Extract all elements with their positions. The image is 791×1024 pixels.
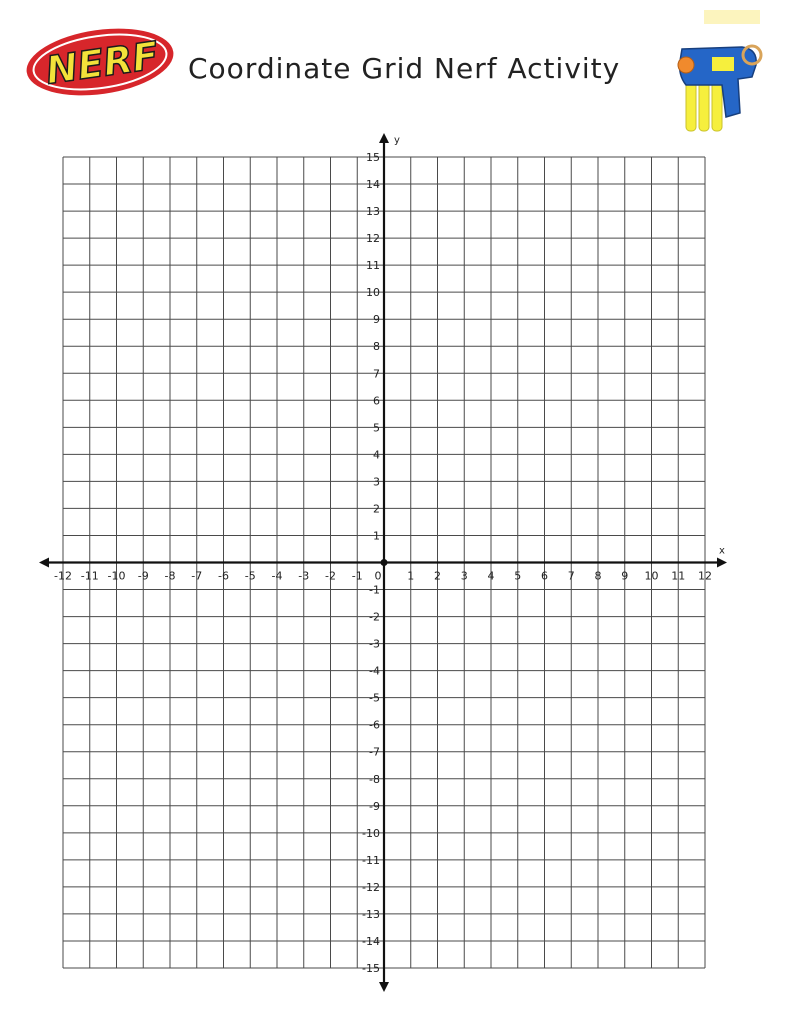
origin-dot [381,559,388,566]
y-tick-label: -15 [362,962,380,975]
y-tick-label: 7 [373,367,380,381]
y-tick-label: -13 [362,907,380,921]
y-tick-label: 11 [366,259,380,273]
x-tick-label: 4 [487,569,495,583]
y-tick-label: -12 [362,880,380,894]
x-tick-label: -11 [80,569,99,583]
x-tick-label: -8 [164,569,176,583]
x-tick-label: -1 [351,569,363,583]
y-tick-label: 5 [373,421,380,435]
y-tick-label: -7 [369,745,380,759]
y-tick-label: -9 [369,799,380,813]
x-tick-label: -10 [107,569,126,583]
x-tick-label: -6 [218,569,229,583]
y-tick-label: 3 [373,475,380,489]
y-tick-label: 6 [373,394,380,408]
x-tick-label: -4 [271,569,283,583]
x-tick-label: 7 [567,569,575,583]
y-tick-label: -1 [369,583,380,597]
y-tick-label: 2 [373,502,380,516]
x-axis-arrow-left [39,558,49,568]
y-tick-label: -6 [369,718,380,732]
y-tick-label: 14 [366,178,380,192]
x-tick-label: 9 [621,569,629,583]
y-tick-label: 4 [373,448,380,462]
x-tick-label: 6 [541,569,548,583]
x-tick-label: 12 [698,569,712,583]
y-tick-label: 15 [366,151,380,164]
y-tick-label: -10 [362,826,380,840]
x-tick-label: -12 [54,569,72,583]
y-tick-label: -14 [362,934,380,948]
page-title: Coordinate Grid Nerf Activity [188,52,621,85]
y-axis-arrow-up [379,133,389,143]
y-tick-label: -11 [362,853,380,867]
x-axis-label: x [719,545,725,557]
x-tick-label: -7 [191,569,203,583]
y-tick-label: 8 [373,340,380,354]
x-tick-label: 1 [407,569,415,583]
logo-text: NERF [43,33,162,93]
y-tick-label: -4 [369,664,380,678]
y-tick-label: -5 [369,691,380,705]
y-tick-label: -2 [369,610,380,624]
x-tick-label: 10 [644,569,659,583]
x-tick-label: -3 [298,569,310,583]
x-tick-label: 2 [434,569,441,583]
x-tick-label: 0 [374,569,382,583]
x-tick-label: 8 [594,569,602,583]
y-tick-label: 13 [366,205,380,219]
y-tick-label: 9 [373,313,380,327]
x-tick-label: -5 [244,569,256,583]
x-tick-label: -9 [137,569,149,583]
x-tick-label: -2 [325,569,336,583]
x-tick-label: 5 [514,569,522,583]
y-tick-label: 10 [366,286,380,300]
y-tick-label: -8 [369,772,380,786]
y-tick-label: 12 [366,232,380,246]
y-tick-label: -3 [369,637,380,651]
x-tick-label: 11 [671,569,686,583]
y-axis-label: y [394,135,400,146]
y-tick-label: 1 [373,529,380,543]
x-axis-arrow-right [717,558,727,568]
y-axis-arrow-down [379,982,389,992]
x-tick-label: 3 [460,569,468,583]
